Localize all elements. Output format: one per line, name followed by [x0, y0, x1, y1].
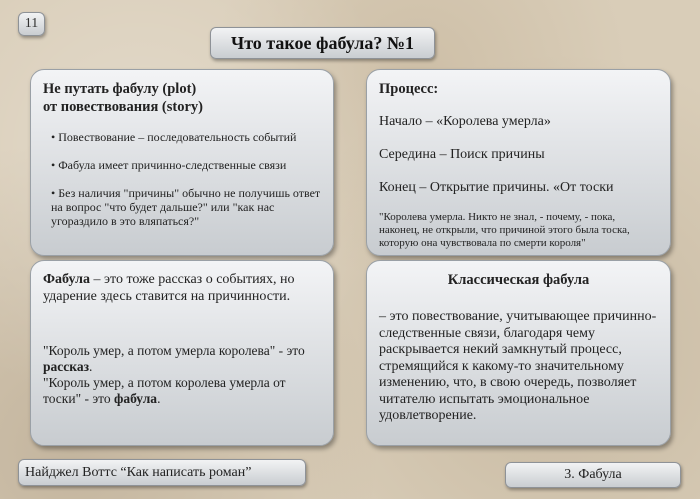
quote-plot-term: фабула [113, 391, 158, 406]
quote-plot-end: . [157, 391, 161, 406]
quote-plot: "Король умер, а потом королева умерла от тоски" - это [43, 375, 286, 406]
plot-definition [43, 271, 321, 305]
bullet-item: • Без наличия "причины" обычно не получишь ответ на вопрос "что будет дальше?" или "как нас угораздило в это вляпаться?" [51, 186, 321, 228]
card-classic-plot [366, 260, 671, 446]
quote-story-term: рассказ [43, 359, 89, 374]
process-beginning: Начало – «Королева умерла» [379, 114, 551, 129]
quote-story: "Король умер, а потом умерла королева" - это [43, 343, 305, 358]
bullet-item: • Фабула имеет причинно-следственные связи [51, 158, 287, 172]
plot-definition-text: – это тоже рассказ о событиях, но ударение здесь ставится на причинности. [43, 272, 295, 304]
footer-source: Найджел Воттс “Как написать роман” [18, 459, 306, 486]
quote-story-end: . [89, 359, 93, 374]
slide-number: 11 [18, 12, 45, 36]
card-plot-vs-story [30, 69, 334, 256]
heading-line-1: Не путать фабулу (plot) [43, 81, 197, 97]
process-end: Конец – Открытие причины. «От тоски [379, 180, 614, 195]
process-middle: Середина – Поиск причины [379, 147, 545, 162]
example-quotes [43, 343, 321, 407]
process-quote: "Королева умерла. Никто не знал, - почему, - пока, наконец, не открыли, что причиной этого была тоска, которую она чувствовала по смерти короля" [379, 211, 630, 249]
card-heading: Процесс: [379, 81, 439, 97]
card-plot-definition [30, 260, 334, 446]
heading-line-2: от повествования (story) [43, 99, 203, 115]
classic-plot-text: – это повествование, учитывающее причинно-следственные связи, благодаря чему раскрывается некий замкнутый процесс, стремящийся к какому-то значительному изменению, что, в свою очередь, позволяет читателю испытать эмоциональное удовлетворение. [379, 309, 657, 423]
card-heading [43, 80, 321, 116]
card-process [366, 69, 671, 256]
card-heading: Классическая фабула [447, 272, 590, 288]
bullet-item: • Повествование – последовательность событий [51, 130, 297, 144]
footer-section: 3. Фабула [505, 462, 681, 488]
slide-title: Что такое фабула? №1 [210, 27, 435, 59]
plot-term: Фабула [43, 272, 90, 287]
